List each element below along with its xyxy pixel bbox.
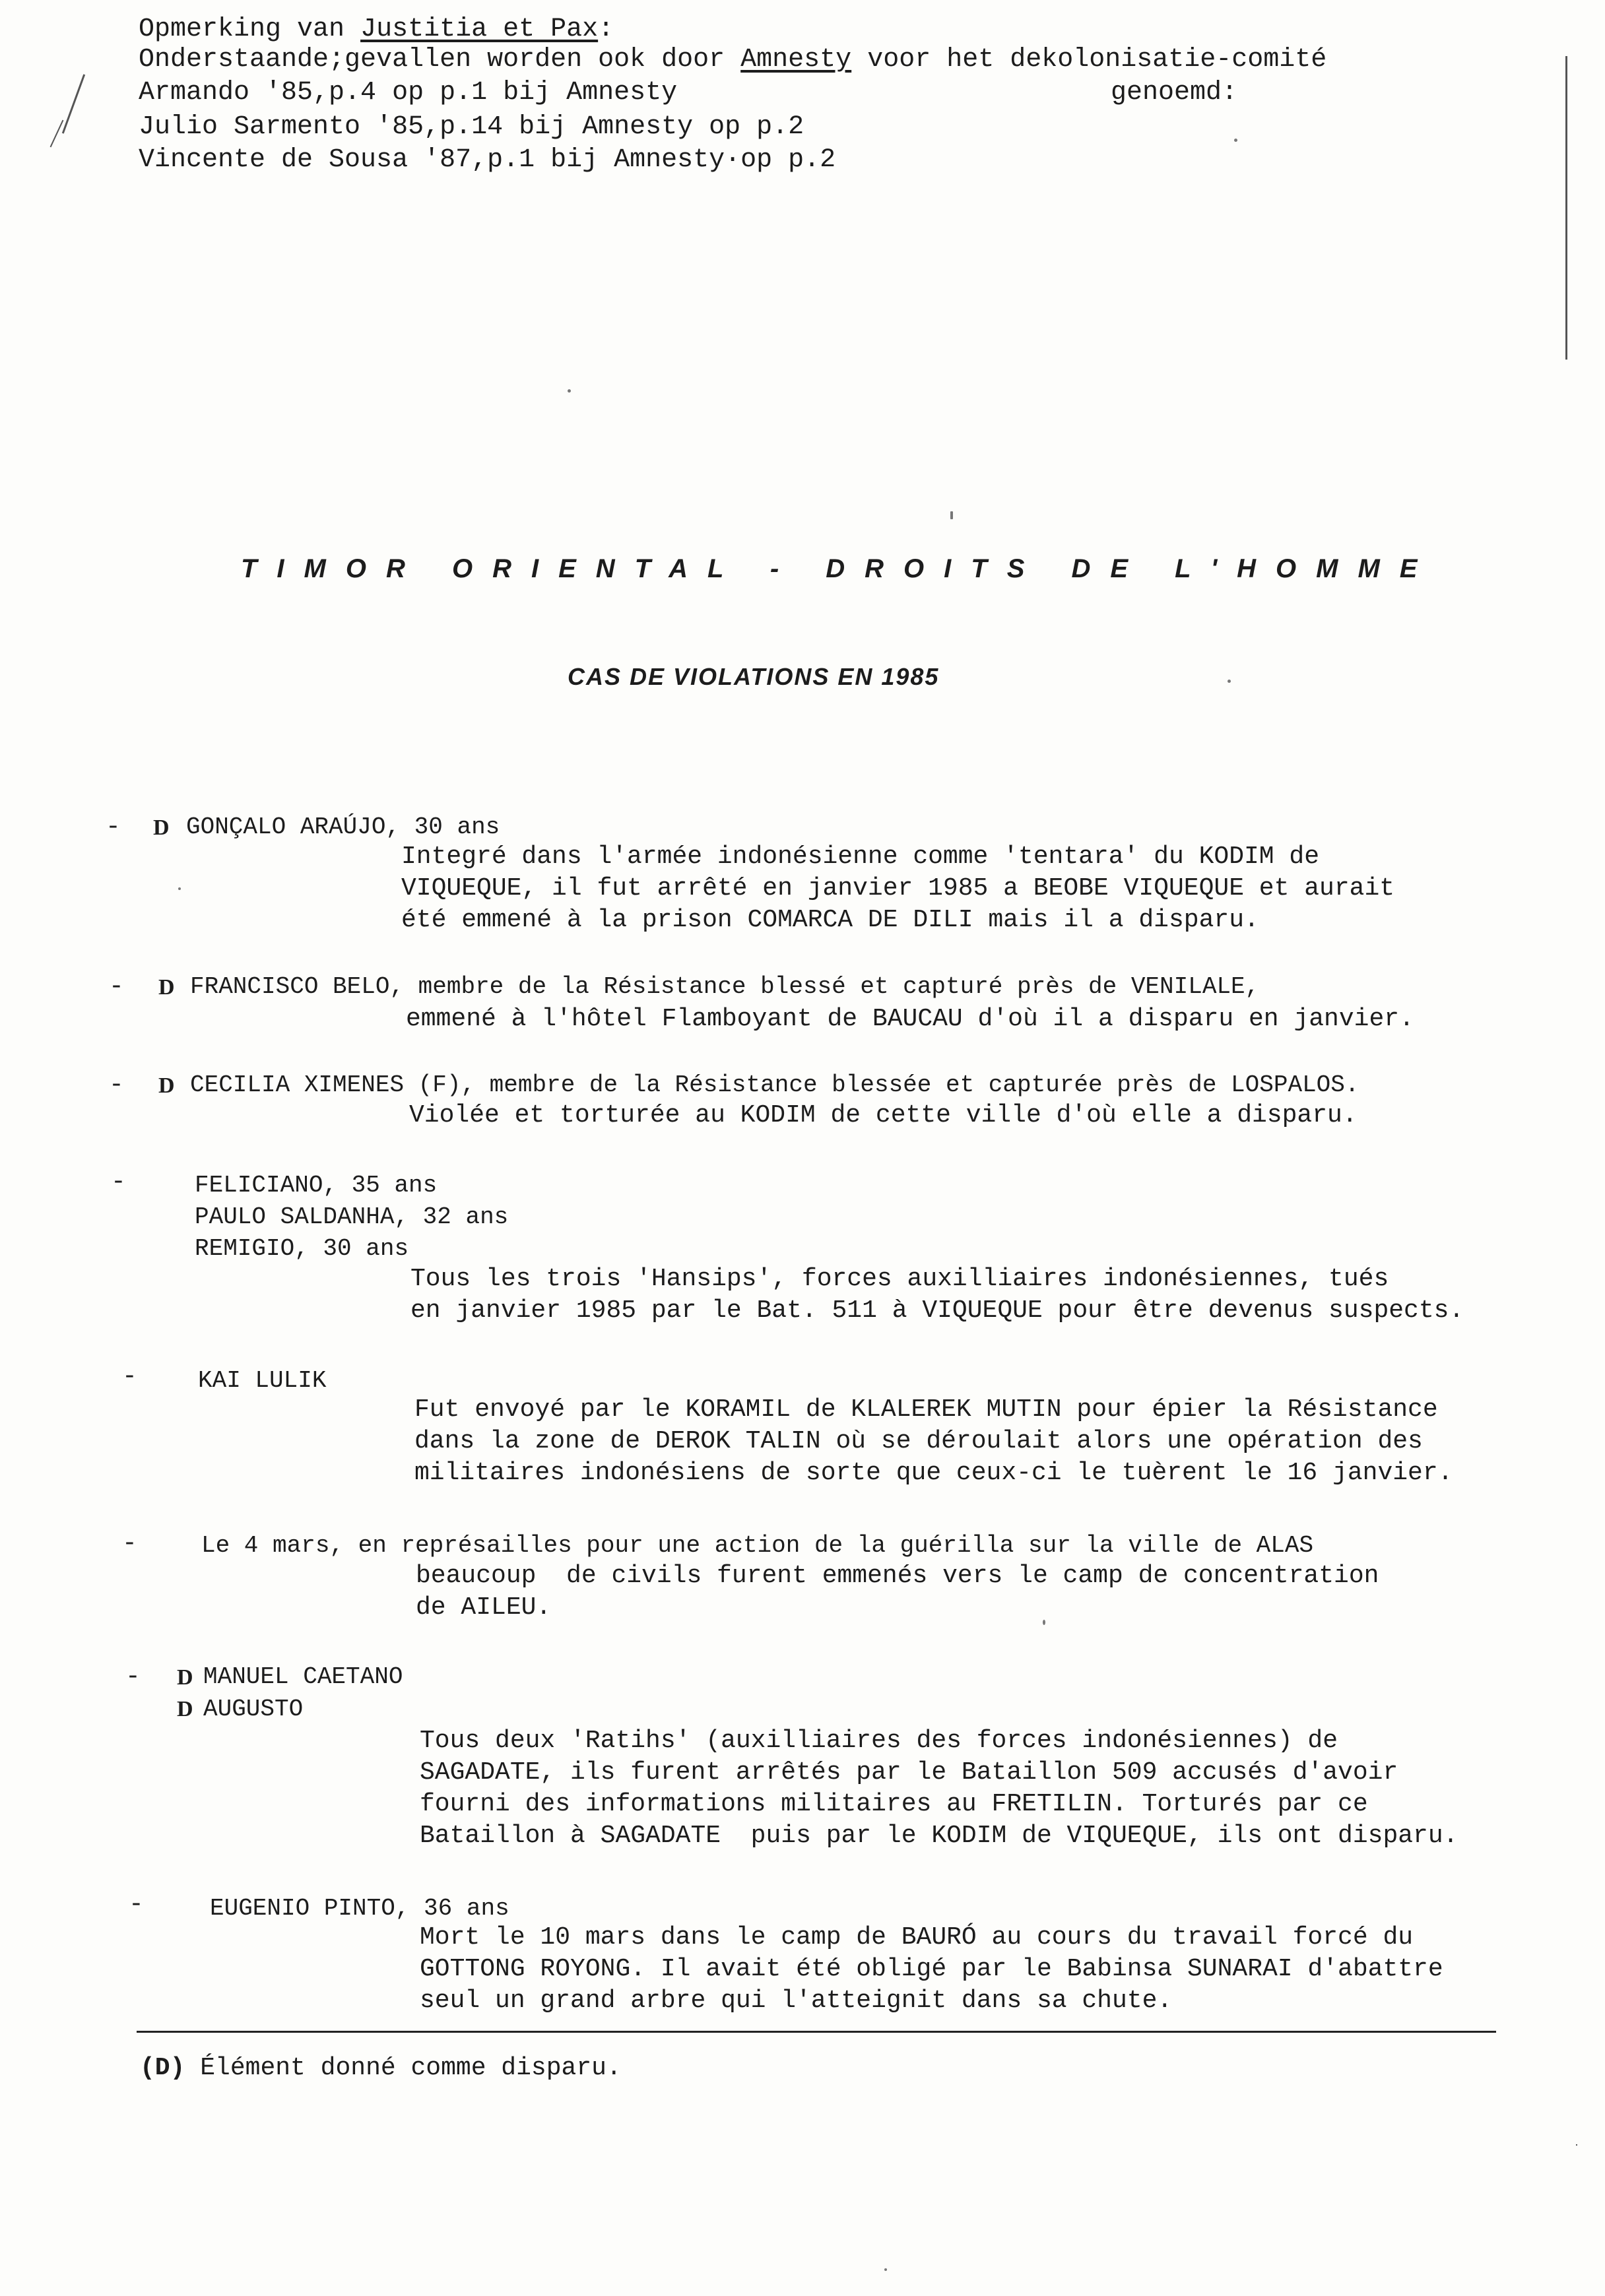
entry-text: fourni des informations militaires au FRETILIN. Torturés par ce xyxy=(420,1790,1368,1818)
scan-speck-icon xyxy=(1234,139,1237,142)
entry-name: MANUEL CAETANO xyxy=(203,1663,403,1690)
scan-speck-icon xyxy=(1043,1620,1045,1625)
entry-name: KAI LULIK xyxy=(198,1367,327,1394)
scan-speck-icon xyxy=(178,887,181,890)
entry-dash: - xyxy=(111,1168,126,1196)
note-line-2: Onderstaande;gevallen worden ook door Amnesty voor het dekolonisatie-comité xyxy=(139,45,1327,75)
entry-name: FRANCISCO BELO, membre de la Résistance blessé et capturé près de VENILALE, xyxy=(190,973,1260,1000)
margin-stroke-icon xyxy=(62,74,85,133)
scan-speck-icon xyxy=(950,511,953,519)
amnesty-name: Amnesty xyxy=(740,45,852,75)
entry-dash: - xyxy=(122,1362,137,1391)
entry-text: Integré dans l'armée indonésienne comme 'tentara' du KODIM de xyxy=(401,843,1320,871)
footnote-divider xyxy=(137,2031,1496,2033)
entry-name: EUGENIO PINTO, 36 ans xyxy=(210,1895,509,1922)
entry-dash: - xyxy=(109,973,124,1001)
entry-dash: - xyxy=(125,1663,141,1691)
scan-edge-mark xyxy=(1576,2144,1577,2146)
scan-speck-icon xyxy=(1228,680,1231,683)
entry-text: SAGADATE, ils furent arrêtés par le Bataillon 509 accusés d'avoir xyxy=(420,1758,1398,1787)
entry-name: PAULO SALDANHA, 32 ans xyxy=(195,1203,509,1230)
disappeared-mark: D xyxy=(177,1697,193,1721)
page-title: TIMOR ORIENTAL - DROITS DE L'HOMME xyxy=(241,554,1437,583)
entry-text: beaucoup de civils furent emmenés vers le camp de concentration xyxy=(416,1562,1379,1590)
footnote: (D) Élément donné comme disparu. xyxy=(140,2054,622,2082)
entry-name: AUGUSTO xyxy=(203,1696,304,1723)
entry-dash: - xyxy=(106,813,121,841)
entry-text: militaires indonésiens de sorte que ceux-ci le tuèrent le 16 janvier. xyxy=(414,1459,1453,1487)
entry-text: dans la zone de DEROK TALIN où se déroulait alors une opération des xyxy=(414,1427,1423,1455)
entry-text: de AILEU. xyxy=(416,1593,552,1622)
entry-text: Mort le 10 mars dans le camp de BAURÓ au cours du travail forcé du xyxy=(420,1923,1414,1952)
disappeared-mark: D xyxy=(158,975,175,1000)
entry-text: Tous les trois 'Hansips', forces auxilliaires indonésiennes, tués xyxy=(410,1265,1389,1293)
note-genoemd: genoemd: xyxy=(1111,78,1238,108)
disappeared-mark: D xyxy=(177,1665,193,1690)
entry-text: VIQUEQUE, il fut arrêté en janvier 1985 a BEOBE VIQUEQUE et aurait xyxy=(401,874,1395,903)
note-line-5: Vincente de Sousa '87,p.1 bij Amnesty·op p.2 xyxy=(139,145,836,175)
entry-dash: - xyxy=(122,1529,137,1558)
entry-name: CECILIA XIMENES (F), membre de la Résistance blessée et capturée près de LOSPALOS. xyxy=(190,1071,1359,1099)
note-line-4: Julio Sarmento '85,p.14 bij Amnesty op p.2 xyxy=(139,112,804,142)
entry-text: été emmené à la prison COMARCA DE DILI mais il a disparu. xyxy=(401,906,1259,934)
entry-text: en janvier 1985 par le Bat. 511 à VIQUEQUE pour être devenus suspects. xyxy=(410,1296,1464,1325)
margin-stroke-icon xyxy=(50,120,64,148)
scan-speck-icon xyxy=(568,389,571,393)
disappeared-mark: D xyxy=(158,1073,175,1098)
entry-dash: - xyxy=(129,1890,144,1919)
entry-text: GOTTONG ROYONG. Il avait été obligé par le Babinsa SUNARAI d'abattre xyxy=(420,1955,1443,1983)
entry-text: Tous deux 'Ratihs' (auxilliaires des forces indonésiennes) de xyxy=(420,1727,1338,1755)
entry-name: Le 4 mars, en représailles pour une action de la guérilla sur la ville de ALAS xyxy=(201,1532,1314,1559)
entry-name: GONÇALO ARAÚJO, 30 ans xyxy=(186,813,500,841)
entry-text: Violée et torturée au KODIM de cette ville d'où elle a disparu. xyxy=(409,1101,1358,1130)
entry-dash: - xyxy=(109,1071,124,1099)
page-subtitle: CAS DE VIOLATIONS EN 1985 xyxy=(568,663,940,690)
disappeared-mark: D xyxy=(153,815,170,840)
note-line-1: Opmerking van Justitia et Pax: xyxy=(139,15,614,44)
scan-speck-icon xyxy=(884,2268,887,2271)
entry-name: REMIGIO, 30 ans xyxy=(195,1235,409,1262)
note-line-3: Armando '85,p.4 op p.1 bij Amnesty xyxy=(139,78,678,108)
entry-text: seul un grand arbre qui l'atteignit dans sa chute. xyxy=(420,1987,1173,2015)
org-name: Justitia et Pax xyxy=(360,15,599,44)
scan-edge-mark xyxy=(1565,56,1567,360)
entry-text: Fut envoyé par le KORAMIL de KLALEREK MUTIN pour épier la Résistance xyxy=(414,1395,1438,1424)
entry-name: FELICIANO, 35 ans xyxy=(195,1172,438,1199)
entry-text: Bataillon à SAGADATE puis par le KODIM de VIQUEQUE, ils ont disparu. xyxy=(420,1822,1458,1850)
entry-text: emmené à l'hôtel Flamboyant de BAUCAU d'où il a disparu en janvier. xyxy=(406,1005,1414,1033)
